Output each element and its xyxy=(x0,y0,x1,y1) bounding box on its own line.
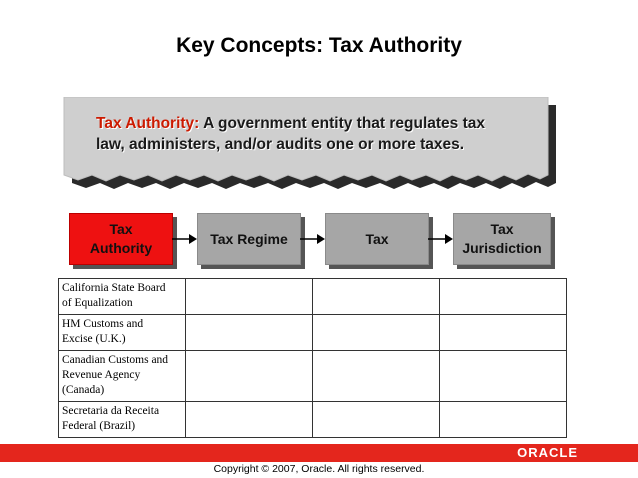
flow-box-tax xyxy=(325,213,429,265)
table-cell-empty xyxy=(186,279,313,315)
cell-line: (Canada) xyxy=(62,384,105,396)
flow-box-label: Tax xyxy=(109,221,133,237)
definition-line2: law, administers, and/or audits one or more taxes. xyxy=(96,136,465,153)
flow-box-label: Tax xyxy=(490,221,514,237)
cell-line: of Equalization xyxy=(62,297,133,309)
authority-table xyxy=(58,278,567,438)
flow-box-label: Jurisdiction xyxy=(462,240,542,256)
table-cell-authority xyxy=(59,315,186,351)
oracle-logo: ORACLE xyxy=(517,445,578,460)
table-row xyxy=(59,315,567,351)
definition-term: Tax Authority: xyxy=(96,115,200,132)
arrow-right-icon xyxy=(172,233,198,245)
flow-box-tax-authority xyxy=(69,213,173,265)
table-cell-empty xyxy=(313,402,440,438)
flow-box-label: Tax Regime xyxy=(210,230,288,247)
flow-box-label: Tax xyxy=(365,230,389,247)
table-cell-authority xyxy=(59,351,186,402)
cell-line: Federal (Brazil) xyxy=(62,420,136,432)
table-cell-empty xyxy=(440,279,567,315)
table-cell-empty xyxy=(440,351,567,402)
table-cell-empty xyxy=(186,402,313,438)
cell-line: Secretaria da Receita xyxy=(62,405,160,417)
cell-line: California State Board xyxy=(62,282,166,294)
table-cell-empty xyxy=(313,351,440,402)
table-cell-empty xyxy=(313,315,440,351)
table-cell-empty xyxy=(186,315,313,351)
definition-text xyxy=(96,113,536,155)
table-row xyxy=(59,351,567,402)
table-cell-authority xyxy=(59,402,186,438)
copyright-text: Copyright © 2007, Oracle. All rights reserved. xyxy=(213,463,425,475)
table-cell-empty xyxy=(440,402,567,438)
cell-line: Revenue Agency xyxy=(62,369,141,381)
table-cell-empty xyxy=(186,351,313,402)
cell-line: Canadian Customs and xyxy=(62,354,169,366)
flow-box-tax-jurisdiction xyxy=(453,213,551,265)
table-cell-empty xyxy=(440,315,567,351)
definition-line1: A government entity that regulates tax xyxy=(199,115,486,132)
table-cell-authority xyxy=(59,279,186,315)
definition-callout xyxy=(62,97,556,187)
arrow-right-icon xyxy=(428,233,454,245)
flow-box-label: Authority xyxy=(89,240,153,256)
slide-title: Key Concepts: Tax Authority xyxy=(176,34,462,57)
table-row xyxy=(59,279,567,315)
table-cell-empty xyxy=(313,279,440,315)
flow-box-tax-regime xyxy=(197,213,301,265)
arrow-right-icon xyxy=(300,233,326,245)
cell-line: HM Customs and xyxy=(62,318,144,330)
cell-line: Excise (U.K.) xyxy=(62,333,126,345)
table-row xyxy=(59,402,567,438)
